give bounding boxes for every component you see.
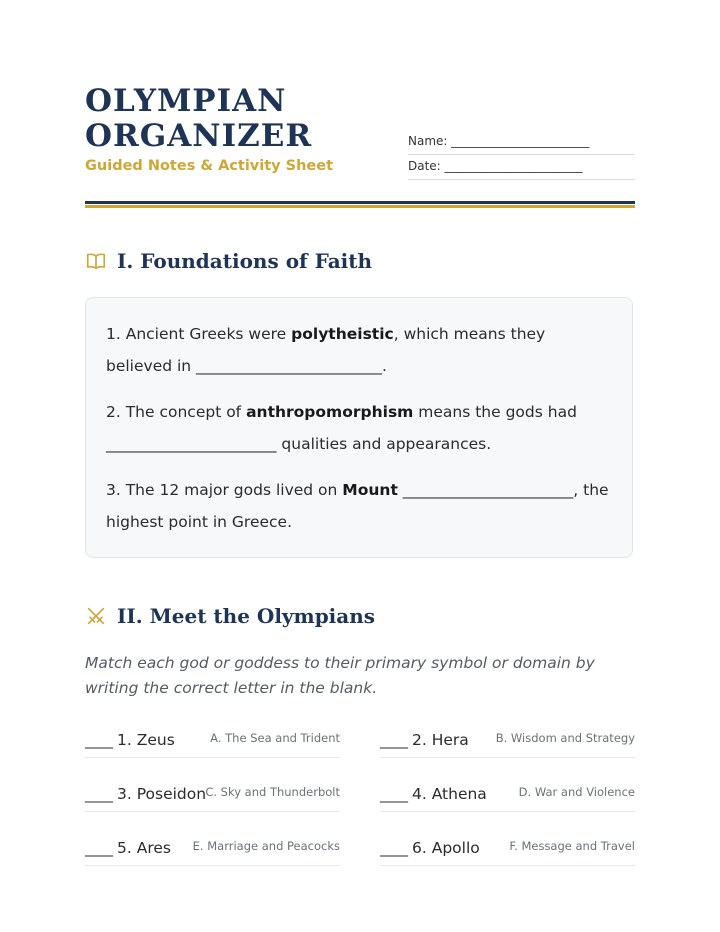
domain-option: C. Sky and Thunderbolt xyxy=(205,785,340,799)
answer-blank[interactable]: ____ xyxy=(85,787,113,803)
question-1 xyxy=(106,318,611,382)
god-name: 5. Ares xyxy=(117,839,171,857)
title-line-1: OLYMPIAN xyxy=(85,83,287,119)
match-item xyxy=(85,781,340,812)
answer-blank[interactable]: ____ xyxy=(85,733,113,749)
section-foundations-title: I. Foundations of Faith xyxy=(117,249,373,273)
match-item xyxy=(85,835,340,866)
question-3-text-end: ______________________, the highest point in Greece. xyxy=(106,481,609,531)
question-2 xyxy=(106,396,611,460)
answer-blank[interactable]: ____ xyxy=(85,841,113,857)
question-2-text-start: 2. The concept of xyxy=(106,403,247,421)
open-book-icon xyxy=(85,250,107,272)
match-item xyxy=(380,781,635,812)
name-field[interactable]: Name: _______________________ xyxy=(408,134,635,155)
domain-option: D. War and Violence xyxy=(518,785,635,799)
question-2-text-end: means the gods had ______________________ qualities and appearances. xyxy=(106,403,577,453)
match-item xyxy=(85,727,340,758)
header-rule-gold xyxy=(85,205,635,208)
question-1-text-start: 1. Ancient Greeks were xyxy=(106,325,292,343)
god-name: 2. Hera xyxy=(412,731,469,749)
section-olympians-heading xyxy=(85,604,375,628)
answer-blank[interactable]: ____ xyxy=(380,841,408,857)
god-name: 1. Zeus xyxy=(117,731,175,749)
term-mount: Mount xyxy=(342,481,398,499)
domain-option: E. Marriage and Peacocks xyxy=(192,839,340,853)
match-item xyxy=(380,835,635,866)
term-polytheistic: polytheistic xyxy=(291,325,394,343)
answer-blank[interactable]: ____ xyxy=(380,733,408,749)
date-field[interactable]: Date: _______________________ xyxy=(408,159,635,180)
title-line-2: ORGANIZER xyxy=(85,118,313,154)
term-anthropomorphism: anthropomorphism xyxy=(246,403,414,421)
god-name: 3. Poseidon xyxy=(117,785,207,803)
match-item xyxy=(380,727,635,758)
question-3 xyxy=(106,474,611,538)
god-name: 6. Apollo xyxy=(412,839,480,857)
worksheet-title xyxy=(85,84,312,154)
domain-option: F. Message and Travel xyxy=(509,839,635,853)
section-foundations-heading xyxy=(85,249,372,273)
god-name: 4. Athena xyxy=(412,785,487,803)
domain-option: A. The Sea and Trident xyxy=(210,731,340,745)
crossed-swords-icon xyxy=(85,605,107,627)
domain-option: B. Wisdom and Strategy xyxy=(495,731,635,745)
question-1-text-end: , which means they believed in ________________________. xyxy=(106,325,546,375)
answer-blank[interactable]: ____ xyxy=(380,787,408,803)
header-rule-navy xyxy=(85,201,635,204)
matching-instructions: Match each god or goddess to their primary symbol or domain by writing the correct letter in the blank. xyxy=(85,654,595,697)
worksheet-subtitle: Guided Notes & Activity Sheet xyxy=(85,158,334,174)
section-olympians-title: II. Meet the Olympians xyxy=(117,604,376,628)
question-3-text-start: 3. The 12 major gods lived on xyxy=(106,481,343,499)
